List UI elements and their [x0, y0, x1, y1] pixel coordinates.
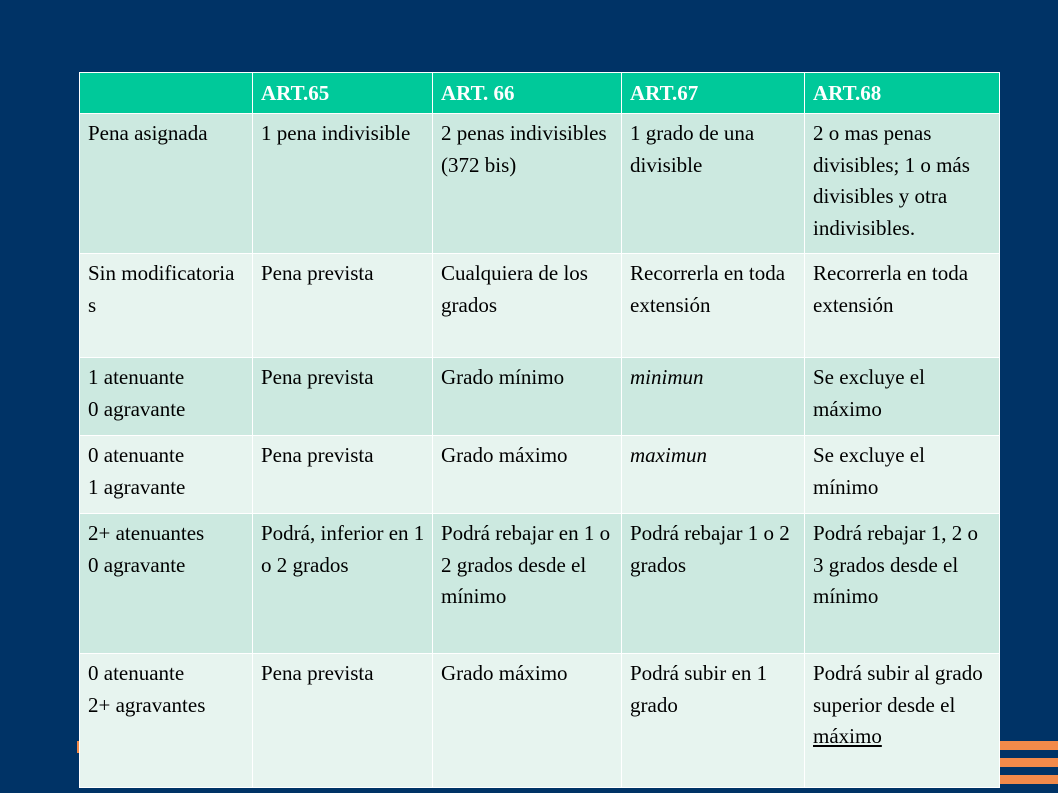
header-cell-art67: ART.67 — [622, 73, 805, 114]
table-cell: 1 pena indivisible — [253, 114, 433, 254]
table-cell: Pena prevista — [253, 358, 433, 436]
table-cell: Se excluye el mínimo — [805, 436, 1000, 514]
row-label-cell — [80, 654, 253, 788]
table-cell: maximun — [622, 436, 805, 514]
table-cell: Cualquiera de los grados — [433, 254, 622, 358]
table-cell: minimun — [622, 358, 805, 436]
table-header-row — [80, 73, 1000, 114]
table-cell: Podrá subir en 1 grado — [622, 654, 805, 788]
row-label-cell — [80, 358, 253, 436]
table-cell: Recorrerla en toda extensión — [622, 254, 805, 358]
stripe — [998, 758, 1058, 767]
stripe — [998, 741, 1058, 750]
decorative-stripes — [998, 741, 1058, 792]
table-cell: Grado máximo — [433, 436, 622, 514]
row-label-cell: Pena asignada — [80, 114, 253, 254]
label-line: 0 atenuante 1 agravante — [88, 443, 186, 499]
table-cell: 2 penas indivisibles (372 bis) — [433, 114, 622, 254]
table-row — [80, 254, 1000, 358]
row-label-cell: Sin modificatoria s — [80, 254, 253, 358]
header-cell-art66: ART. 66 — [433, 73, 622, 114]
label-line: 0 atenuante 2+ agravantes — [88, 661, 206, 717]
table-row — [80, 114, 1000, 254]
table-cell: Se excluye el máximo — [805, 358, 1000, 436]
table-row — [80, 654, 1000, 788]
table-cell: Podrá, inferior en 1 o 2 grados — [253, 514, 433, 654]
table-cell: Pena prevista — [253, 254, 433, 358]
table-cell: Grado máximo — [433, 654, 622, 788]
table-row — [80, 514, 1000, 654]
header-cell-art68: ART.68 — [805, 73, 1000, 114]
stripe — [998, 775, 1058, 784]
row-label-cell — [80, 436, 253, 514]
row-label-cell — [80, 514, 253, 654]
table-cell: Grado mínimo — [433, 358, 622, 436]
cell-text-underlined: máximo — [813, 724, 882, 748]
label-line: 2+ atenuantes 0 agravante — [88, 521, 205, 577]
label-line: 1 atenuante 0 agravante — [88, 365, 186, 421]
penalty-comparison-table — [79, 72, 1000, 788]
table-cell: 1 grado de una divisible — [622, 114, 805, 254]
table-row — [80, 436, 1000, 514]
header-cell-art65: ART.65 — [253, 73, 433, 114]
table-cell: 2 o mas penas divisibles; 1 o más divisibles y otra indivisibles. — [805, 114, 1000, 254]
table-cell: Pena prevista — [253, 654, 433, 788]
table-cell: Pena prevista — [253, 436, 433, 514]
table-cell: Podrá rebajar 1, 2 o 3 grados desde el mínimo — [805, 514, 1000, 654]
table-cell: Podrá rebajar en 1 o 2 grados desde el mínimo — [433, 514, 622, 654]
header-cell-empty — [80, 73, 253, 114]
table-row — [80, 358, 1000, 436]
cell-text: Podrá subir al grado superior desde el — [813, 661, 983, 717]
table-cell — [805, 654, 1000, 788]
table-cell: Recorrerla en toda extensión — [805, 254, 1000, 358]
table-cell: Podrá rebajar 1 o 2 grados — [622, 514, 805, 654]
